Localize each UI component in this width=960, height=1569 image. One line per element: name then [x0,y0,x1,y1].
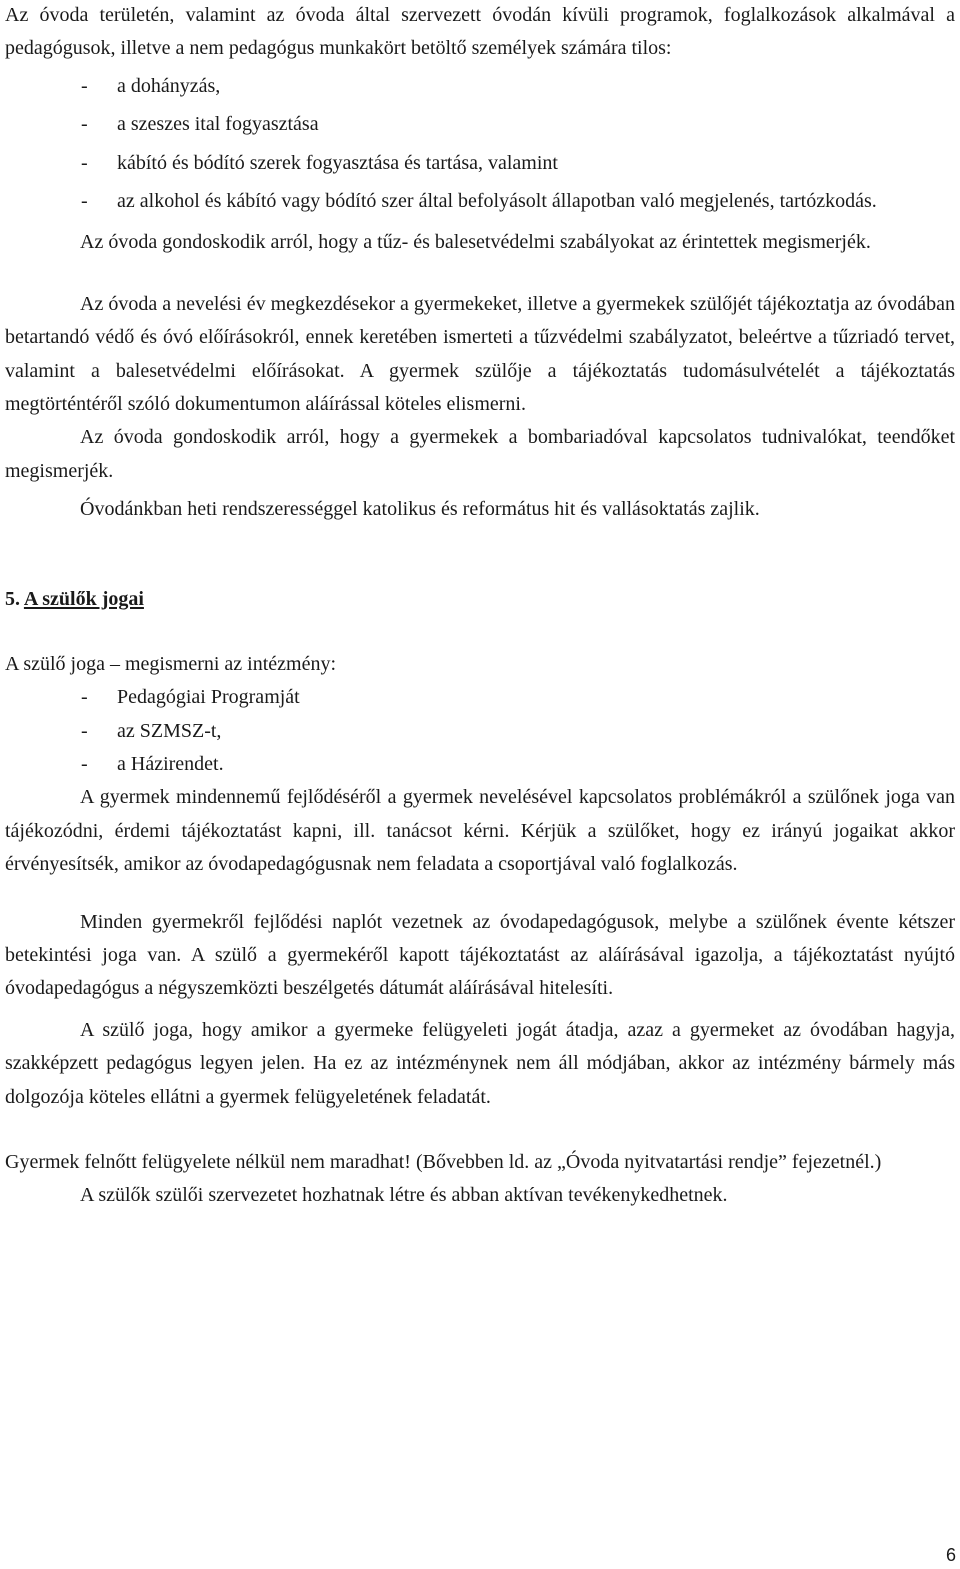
list-item: - a dohányzás, [81,74,221,97]
list-item: - az alkohol és kábító vagy bódító szer által befolyásolt állapotban való megjelenés, tartózkodás. [81,190,877,213]
prohibited-list [5,70,955,219]
development-info-paragraph: A gyermek mindennemű fejlődéséről a gyermek nevelésével kapcsolatos problémákról a szülőnek joga van tájékozódni, érdemi tájékoztatást kapni, ill. tanácsot kérni. Kérjük a szülőket, hogy ez irányú jogaikat akkor érvényesítsék, amikor az óvodapedagógusnak nem feladata a csoportjával való foglalkozás. [5,786,955,876]
list-item: - a Házirendet. [81,752,224,775]
parent-org-paragraph: A szülők szülői szervezetet hozhatnak létre és abban aktívan tevékenykedhetnek. [80,1184,728,1207]
document-page [5,0,955,1213]
prohibition-intro: Az óvoda területén, valamint az óvoda által szervezett óvodán kívüli programok, foglalkozások alkalmával a pedagógusok, illetve a nem pedagógus munkakört betöltő személyek számára tilos: [5,4,955,60]
diary-paragraph: Minden gyermekről fejlődési naplót vezetnek az óvodapedagógusok, melybe a szülőnek évente kétszer betekintési joga van. A szülő a gyermekéről kapott tájékoztatást az aláírásával igazolja, a tájékoztatást nyújtó óvodapedagógus a négyszemközti beszélgetés dátumát aláírásával hitelesíti. [5,910,955,1000]
section-heading [5,585,955,613]
section-title: A szülők jogai [23,587,144,610]
annual-info-paragraph: Az óvoda a nevelési év megkezdésekor a gyermekeket, illetve a gyermekek szülőjét tájékoztatja az óvodában betartandó védő és óvó előírásokról, ennek keretében ismerteti a tűzvédelmi szabályzatot, beleértve a tűzriadó tervet, valamint a balesetvédelmi előírásokat. A gyermek szülője a tájékoztatás tudomásulvételét a tájékoztatás megtörténtéről szóló dokumentumon aláírással köteles elismerni. [5,292,955,416]
list-item: - az SZMSZ-t, [81,719,222,742]
bomb-alert-paragraph: Az óvoda gondoskodik arról, hogy a gyermekek a bombariadóval kapcsolatos tudnivalókat, teendőket megismerjék. [5,426,955,482]
religion-paragraph: Óvodánkban heti rendszerességgel katolikus és református hit és vallásoktatás zajlik. [80,498,760,521]
documents-list [5,681,955,781]
supervision-paragraph: Gyermek felnőtt felügyelete nélkül nem maradhat! (Bővebben ld. az „Óvoda nyitvatartási rendje” fejezetnél.) [5,1150,882,1173]
list-item: - a szeszes ital fogyasztása [81,113,319,136]
section-number: 5. [5,587,20,610]
list-item: - kábító és bódító szerek fogyasztása és tartása, valamint [81,151,558,174]
right-intro: A szülő joga – megismerni az intézmény: [5,652,337,675]
fire-safety-paragraph: Az óvoda gondoskodik arról, hogy a tűz- és balesetvédelmi szabályokat az érintettek megismerjék. [80,231,871,254]
handover-paragraph: A szülő joga, hogy amikor a gyermeke felügyeleti jogát átadja, azaz a gyermeket az óvodában hagyja, szakképzett pedagógus legyen jelen. Ha ez az intézménynek nem áll módjában, akkor az intézmény bármely más dolgozója köteles ellátni a gyermek felügyeletének feladatát. [5,1018,955,1108]
page-number: 6 [945,1545,956,1565]
list-item: - Pedagógiai Programját [81,686,300,709]
